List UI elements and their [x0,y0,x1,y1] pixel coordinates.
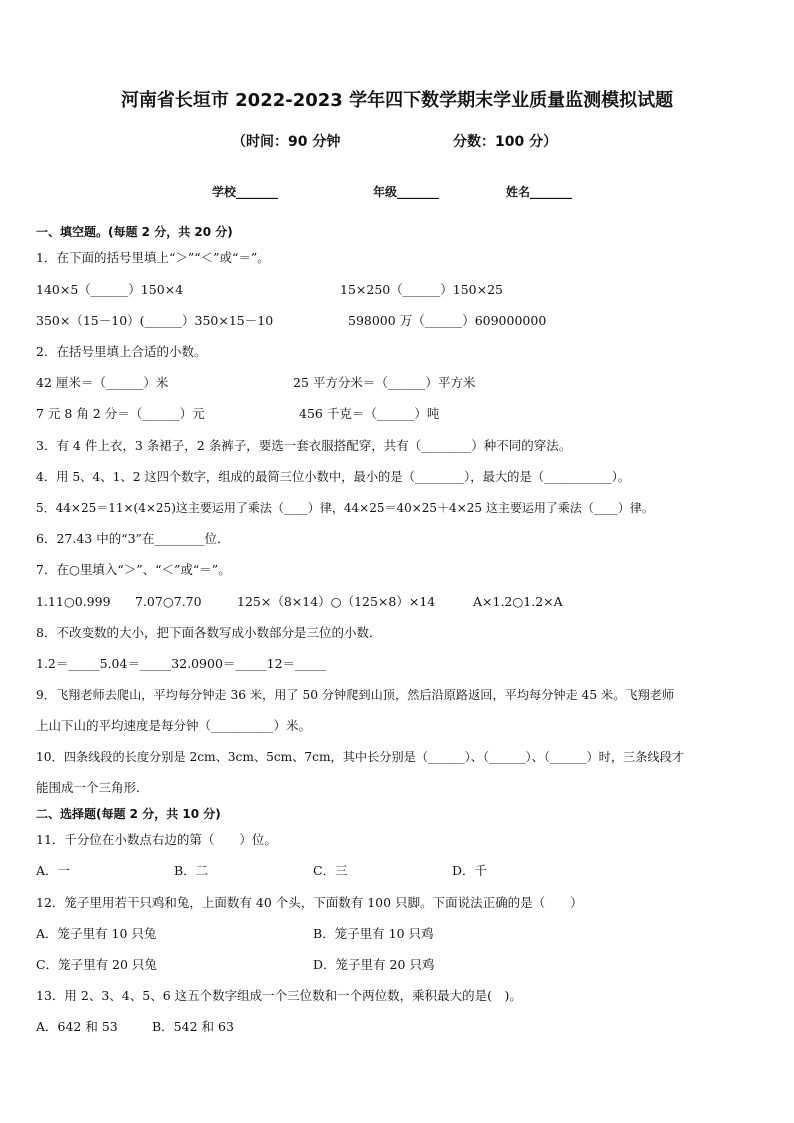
exam-time: （时间：90 分钟 [232,134,341,150]
q12-option-b[interactable]: B．笼子里有 10 只鸡 [313,926,434,941]
q5[interactable]: 5．44×25＝11×(4×25)这主要运用了乘法（____）律，44×25＝40×25＋4×25 这主要运用了乘法（____）律。 [36,501,654,515]
q11-option-c[interactable]: C．三 [313,863,348,878]
section1-heading: 一、填空题。(每题 2 分，共 20 分) [36,225,233,239]
q6[interactable]: 6．27.43 中的“3”在________位． [36,531,230,546]
q7-stem: 7．在○里填入“＞”、“＜”或“＝”。 [36,562,231,577]
q2-item-a[interactable]: 42 厘米＝（______）米 [36,375,169,390]
q10-line2: 能围成一个三角形． [36,780,149,795]
q9-line2[interactable]: 上山下山的平均速度是每分钟（__________）米。 [36,718,312,733]
q8-stem: 8．不改变数的大小，把下面各数写成小数部分是三位的小数． [36,625,382,640]
q11-option-b[interactable]: B．二 [174,863,209,878]
q7-item-c[interactable]: 125×（8×14）○（125×8）×14 [237,594,436,609]
exam-score: 分数：100 分） [453,134,558,150]
q2-item-c[interactable]: 7 元 8 角 2 分＝（______）元 [36,406,205,421]
q10-line1[interactable]: 10．四条线段的长度分别是 2cm、3cm、5cm、7cm，其中长分别是（______）、（______）、（______）时，三条线段才 [36,750,684,764]
q12-option-c[interactable]: C．笼子里有 20 只兔 [36,957,157,972]
q3[interactable]: 3．有 4 件上衣，3 条裙子，2 条裤子，要选一套衣服搭配穿，共有（________）种不同的穿法。 [36,438,572,453]
page-title: 河南省长垣市 2022-2023 学年四下数学期末学业质量监测模拟试题 [120,90,674,111]
q2-item-b[interactable]: 25 平方分米＝（______）平方米 [293,375,476,390]
q4[interactable]: 4．用 5、4、1、2 这四个数字，组成的最简三位小数中，最小的是（________），最大的是（___________）。 [36,470,631,484]
q9-line1: 9．飞翔老师去爬山，平均每分钟走 36 米，用了 50 分钟爬到山顶，然后沿原路返回，平均每分钟走 45 米。飞翔老师 [36,688,675,702]
q1-stem: 1．在下面的括号里填上“＞”“＜”或“＝”。 [36,250,270,265]
q2-stem: 2．在括号里填上合适的小数。 [36,344,207,359]
q11-option-a[interactable]: A．一 [36,863,71,878]
q12-option-d[interactable]: D．笼子里有 20 只鸡 [313,957,435,972]
q12-option-a[interactable]: A．笼子里有 10 只兔 [36,926,157,941]
q7-item-b[interactable]: 7.07○7.70 [135,594,202,609]
q1-item-b[interactable]: 15×250（______）150×25 [340,282,503,297]
school-field[interactable]: 学校_______ [212,185,279,199]
grade-field[interactable]: 年级_______ [373,185,440,199]
q1-item-d[interactable]: 598000 万（______）609000000 [348,313,547,328]
q8-items[interactable]: 1.2＝_____5.04＝_____32.0900＝_____12＝_____ [36,656,327,671]
q13-stem: 13．用 2、3、4、5、6 这五个数字组成一个三位数和一个两位数，乘积最大的是( )。 [36,988,522,1003]
q13-option-a[interactable]: A．642 和 53 [36,1019,118,1034]
q12-stem: 12．笼子里用若干只鸡和兔，上面数有 40 个头，下面数有 100 只脚。下面说法正确的是（ ） [36,895,583,910]
section2-heading: 二、选择题(每题 2 分，共 10 分) [36,807,221,821]
q7-item-a[interactable]: 1.11○0.999 [36,594,111,609]
name-field[interactable]: 姓名_______ [506,185,573,199]
q11-option-d[interactable]: D．千 [452,863,488,878]
q11-stem: 11．千分位在小数点右边的第（ ）位。 [36,832,277,847]
q2-item-d[interactable]: 456 千克＝（______）吨 [299,406,440,421]
q13-option-b[interactable]: B．542 和 63 [152,1019,234,1034]
q1-item-a[interactable]: 140×5（______）150×4 [36,282,184,297]
q1-item-c[interactable]: 350×（15－10）(______）350×15－10 [36,313,274,328]
q7-item-d[interactable]: A×1.2○1.2×A [473,594,563,609]
